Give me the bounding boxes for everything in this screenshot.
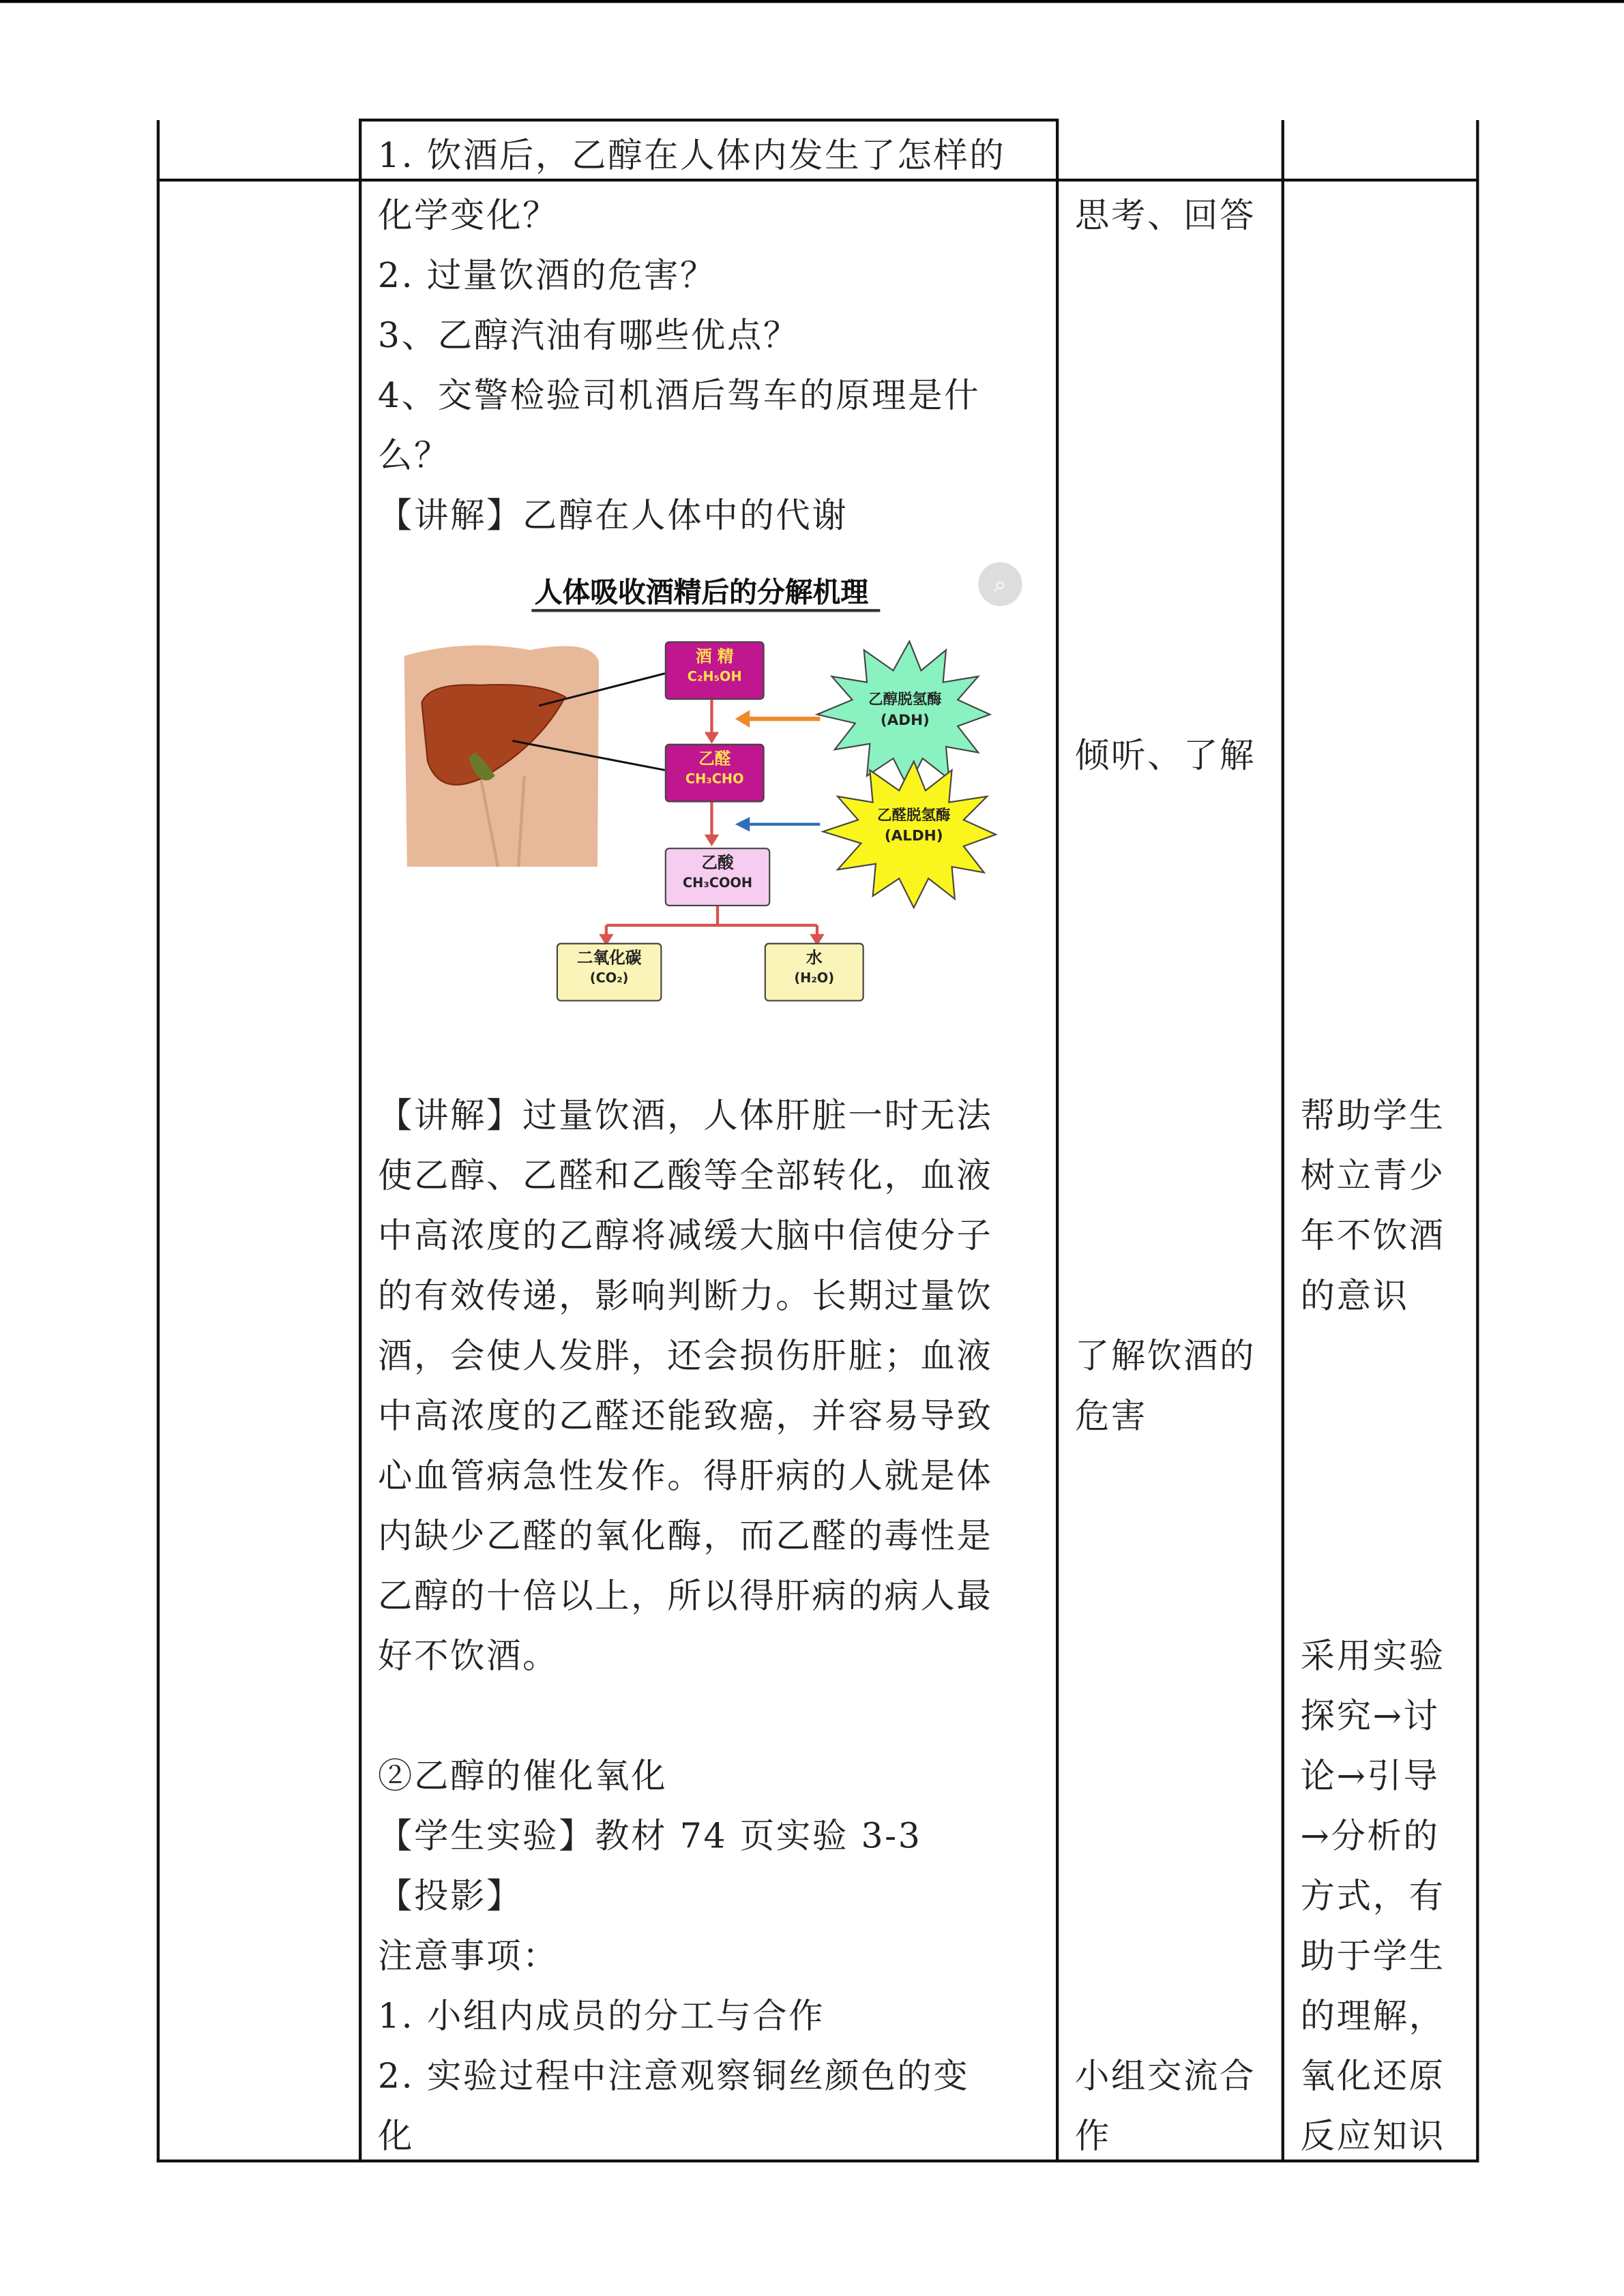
explain-line: 中高浓度的乙醇将减缓大脑中信使分子 xyxy=(377,1215,993,1257)
water-box xyxy=(765,943,864,1002)
activity-harm: 了解饮酒的 xyxy=(1074,1335,1256,1377)
adh-abbr: (ADH) xyxy=(880,711,930,729)
adh-label: 乙醇脱氢酶 xyxy=(868,691,942,709)
intent-line: →分析的 xyxy=(1300,1815,1440,1857)
explain-line: 使乙醇、乙醛和乙酸等全部转化，血液 xyxy=(377,1154,993,1197)
acetaldehyde-box xyxy=(665,744,765,803)
question-line: 化学变化？ xyxy=(377,194,559,236)
activity-think-answer: 思考、回答 xyxy=(1074,194,1256,236)
arrowhead xyxy=(705,732,719,744)
acetic-acid-box xyxy=(665,848,771,906)
intent-line: 氧化还原 xyxy=(1300,2055,1445,2097)
explain-line: 酒，会使人发胖，还会损伤肝脏；血液 xyxy=(377,1335,993,1377)
aldh-abbr: (ALDH) xyxy=(884,827,943,845)
explain-line: 好不饮酒。 xyxy=(377,1635,559,1677)
explain-line: 的有效传递，影响判断力。长期过量饮 xyxy=(377,1275,993,1317)
diagram-title: 人体吸收酒精后的分解机理 xyxy=(534,576,869,610)
co2-formula: (CO₂) xyxy=(589,972,629,987)
table-bottom-border xyxy=(157,2160,1479,2162)
explain-line: 心血管病急性发作。得肝病的人就是体 xyxy=(377,1455,993,1497)
co2-name: 二氧化碳 xyxy=(576,949,642,968)
table-right-border xyxy=(1476,120,1479,2162)
experiment-line: 化 xyxy=(377,2115,414,2157)
intent-line: 反应知识 xyxy=(1300,2115,1445,2157)
acetic-acid-formula: CH₃COOH xyxy=(683,877,753,892)
intent-line: 的理解， xyxy=(1300,1995,1445,2037)
intent-line: 方式，有 xyxy=(1300,1875,1445,1917)
explain-line: 内缺少乙醛的氧化酶，而乙醛的毒性是 xyxy=(377,1515,993,1557)
alcohol-metabolism-diagram xyxy=(378,556,1025,1043)
intent-line: 年不饮酒 xyxy=(1300,1215,1445,1257)
activity-harm: 危害 xyxy=(1074,1395,1147,1437)
row1-top-border xyxy=(359,119,1059,121)
search-icon[interactable]: ⌕ xyxy=(978,562,1022,606)
ethanol-box xyxy=(665,641,765,700)
column-divider-3 xyxy=(1282,120,1284,2162)
arrowhead xyxy=(735,817,750,831)
explain-line: 中高浓度的乙醛还能致癌，并容易导致 xyxy=(377,1395,993,1437)
experiment-line: 【投影】 xyxy=(377,1875,523,1917)
experiment-line: 注意事项： xyxy=(377,1935,559,1977)
intent-line: 树立青少 xyxy=(1300,1154,1445,1197)
intent-line: 论→引导 xyxy=(1300,1755,1440,1797)
row1-question-1: 1. 饮酒后，乙醇在人体内发生了怎样的 xyxy=(377,134,1006,176)
aldh-label: 乙醛脱氢酶 xyxy=(877,807,951,824)
ethanol-name: 酒 精 xyxy=(695,646,734,666)
co2-box xyxy=(557,943,662,1002)
activity-group: 小组交流合 xyxy=(1074,2055,1256,2097)
intent-line: 的意识 xyxy=(1300,1275,1409,1317)
question-line: 2. 过量饮酒的危害？ xyxy=(377,254,717,296)
experiment-line: 【学生实验】教材 74 页实验 3-3 xyxy=(377,1815,922,1857)
acetic-acid-name: 乙酸 xyxy=(701,853,734,873)
explain-heading: 【讲解】乙醇在人体中的代谢 xyxy=(377,494,848,536)
intent-line: 帮助学生 xyxy=(1300,1094,1445,1137)
water-name: 水 xyxy=(806,949,823,968)
column-divider-1 xyxy=(359,120,361,2162)
question-line: 3、乙醇汽油有哪些优点？ xyxy=(377,314,799,356)
intent-line: 采用实验 xyxy=(1300,1635,1445,1677)
question-line: 么？ xyxy=(377,434,451,476)
column-divider-2 xyxy=(1056,120,1059,2162)
acetaldehyde-name: 乙醛 xyxy=(698,749,731,769)
arrowhead xyxy=(735,710,750,728)
ethanol-formula: C₂H₅OH xyxy=(687,670,742,685)
explain-line: 【讲解】过量饮酒，人体肝脏一时无法 xyxy=(377,1094,993,1137)
page-top-border xyxy=(0,0,1624,3)
activity-listen: 倾听、了解 xyxy=(1074,734,1256,776)
acetaldehyde-formula: CH₃CHO xyxy=(685,773,744,788)
question-line: 4、交警检验司机酒后驾车的原理是什 xyxy=(377,374,981,416)
explain-line: 乙醇的十倍以上，所以得肝病的病人最 xyxy=(377,1575,993,1617)
experiment-line: 2. 实验过程中注意观察铜丝颜色的变 xyxy=(377,2055,970,2097)
intent-line: 助于学生 xyxy=(1300,1935,1445,1977)
table-left-border xyxy=(157,120,160,2162)
arrowhead xyxy=(705,835,719,846)
activity-group: 作 xyxy=(1074,2115,1111,2157)
water-formula: (H₂O) xyxy=(794,972,835,987)
intent-line: 探究→讨 xyxy=(1300,1695,1440,1737)
experiment-line: ②乙醇的催化氧化 xyxy=(377,1755,668,1797)
experiment-line: 1. 小组内成员的分工与合作 xyxy=(377,1995,825,2037)
